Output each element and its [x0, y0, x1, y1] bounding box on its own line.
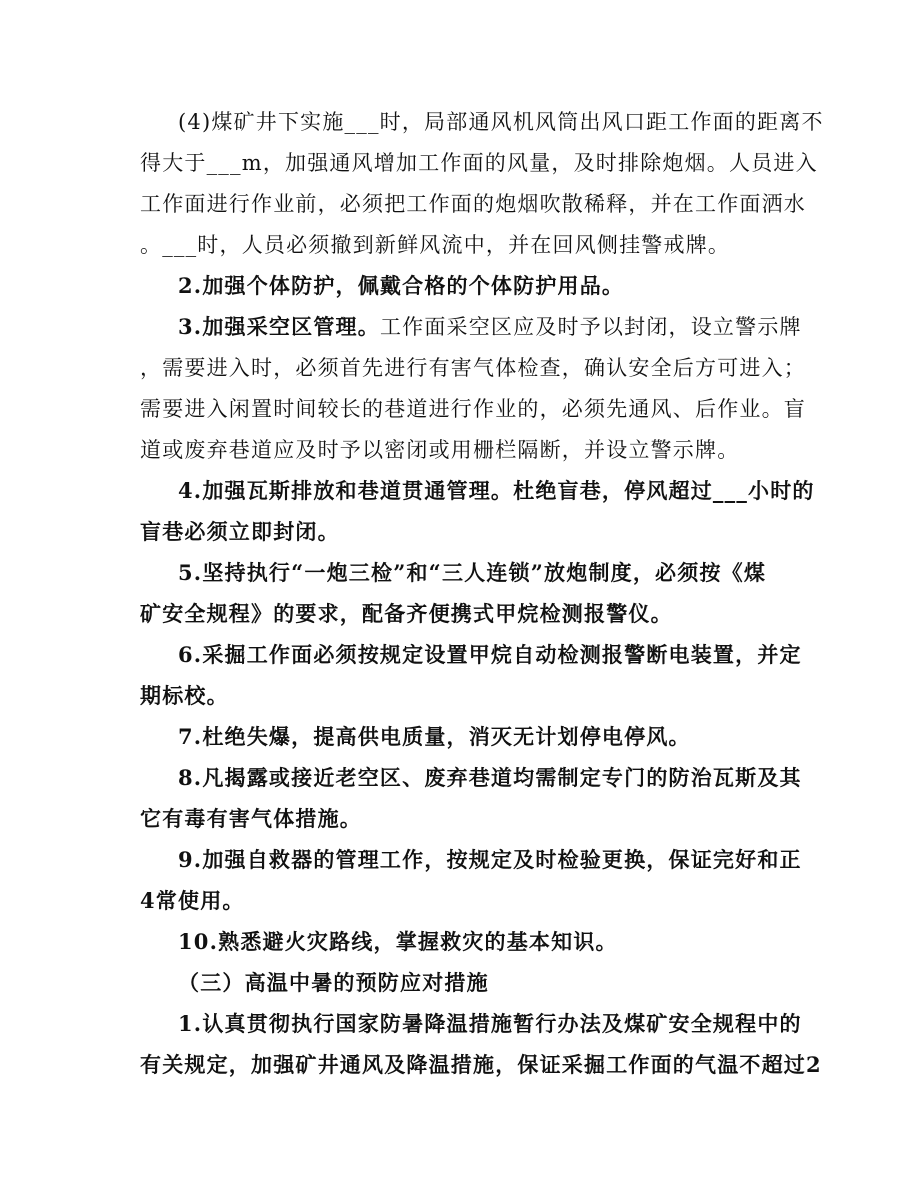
paragraph-3-line-3: 需要进入闲置时间较长的巷道进行作业的，必须先通风、后作业。盲 — [140, 397, 806, 421]
paragraph-9-line-1: 9.加强自救器的管理工作，按规定及时检验更换，保证完好和正 — [178, 847, 802, 872]
item4-line-3: 工作面进行作业前，必须把工作面的炮烟吹散稀释，并在工作面洒水 — [140, 192, 806, 216]
paragraph-8-line-1: 8.凡揭露或接近老空区、废弃巷道均需制定专门的防治瓦斯及其 — [178, 765, 802, 790]
paragraph-3-heading: 3.加强采空区管理。 — [178, 314, 380, 339]
paragraph-2: 2.加强个体防护，佩戴合格的个体防护用品。 — [178, 273, 625, 298]
item4-line-1: (4)煤矿井下实施___时，局部通风机风筒出风口距工作面的距离不 — [178, 110, 824, 134]
paragraph-8-line-2: 它有毒有害气体措施。 — [140, 806, 362, 831]
paragraph-3-line-2: ，需要进入时，必须首先进行有害气体检查，确认安全后方可进入； — [140, 356, 806, 380]
paragraph-3-text: 工作面采空区应及时予以封闭，设立警示牌 — [379, 315, 802, 339]
paragraph-4-line-2: 盲巷必须立即封闭。 — [140, 519, 340, 544]
paragraph-5-line-1: 5.坚持执行“一炮三检”和“三人连锁”放炮制度，必须按《煤 — [178, 560, 767, 585]
section-3-paragraph-1-line-1: 1.认真贯彻执行国家防暑降温措施暂行办法及煤矿安全规程中的 — [178, 1011, 802, 1036]
item4-line-2: 得大于___m，加强通风增加工作面的风量，及时排除炮烟。人员进入 — [140, 151, 818, 175]
paragraph-3-line-4: 道或废弃巷道应及时予以密闭或用栅栏隔断，并设立警示牌。 — [140, 438, 740, 462]
paragraph-4-line-1: 4.加强瓦斯排放和巷道贯通管理。杜绝盲巷，停风超过___小时的 — [178, 478, 815, 503]
paragraph-3-line-1 — [178, 313, 802, 341]
paragraph-10: 10.熟悉避火灾路线，掌握救灾的基本知识。 — [178, 929, 618, 954]
paragraph-7: 7.杜绝失爆，提高供电质量，消灭无计划停电停风。 — [178, 724, 691, 749]
paragraph-9-line-2: 4常使用。 — [140, 888, 245, 913]
paragraph-6-line-1: 6.采掘工作面必须按规定设置甲烷自动检测报警断电装置，并定 — [178, 642, 802, 667]
paragraph-6-line-2: 期标校。 — [140, 683, 229, 708]
section-3-heading: （三）高温中暑的预防应对措施 — [178, 970, 489, 995]
item4-line-4: 。___时，人员必须撤到新鲜风流中，并在回风侧挂警戒牌。 — [140, 233, 731, 257]
paragraph-5-line-2: 矿安全规程》的要求，配备齐便携式甲烷检测报警仪。 — [140, 601, 673, 626]
section-3-paragraph-1-line-2: 有关规定，加强矿井通风及降温措施，保证采掘工作面的气温不超过2 — [140, 1052, 822, 1077]
